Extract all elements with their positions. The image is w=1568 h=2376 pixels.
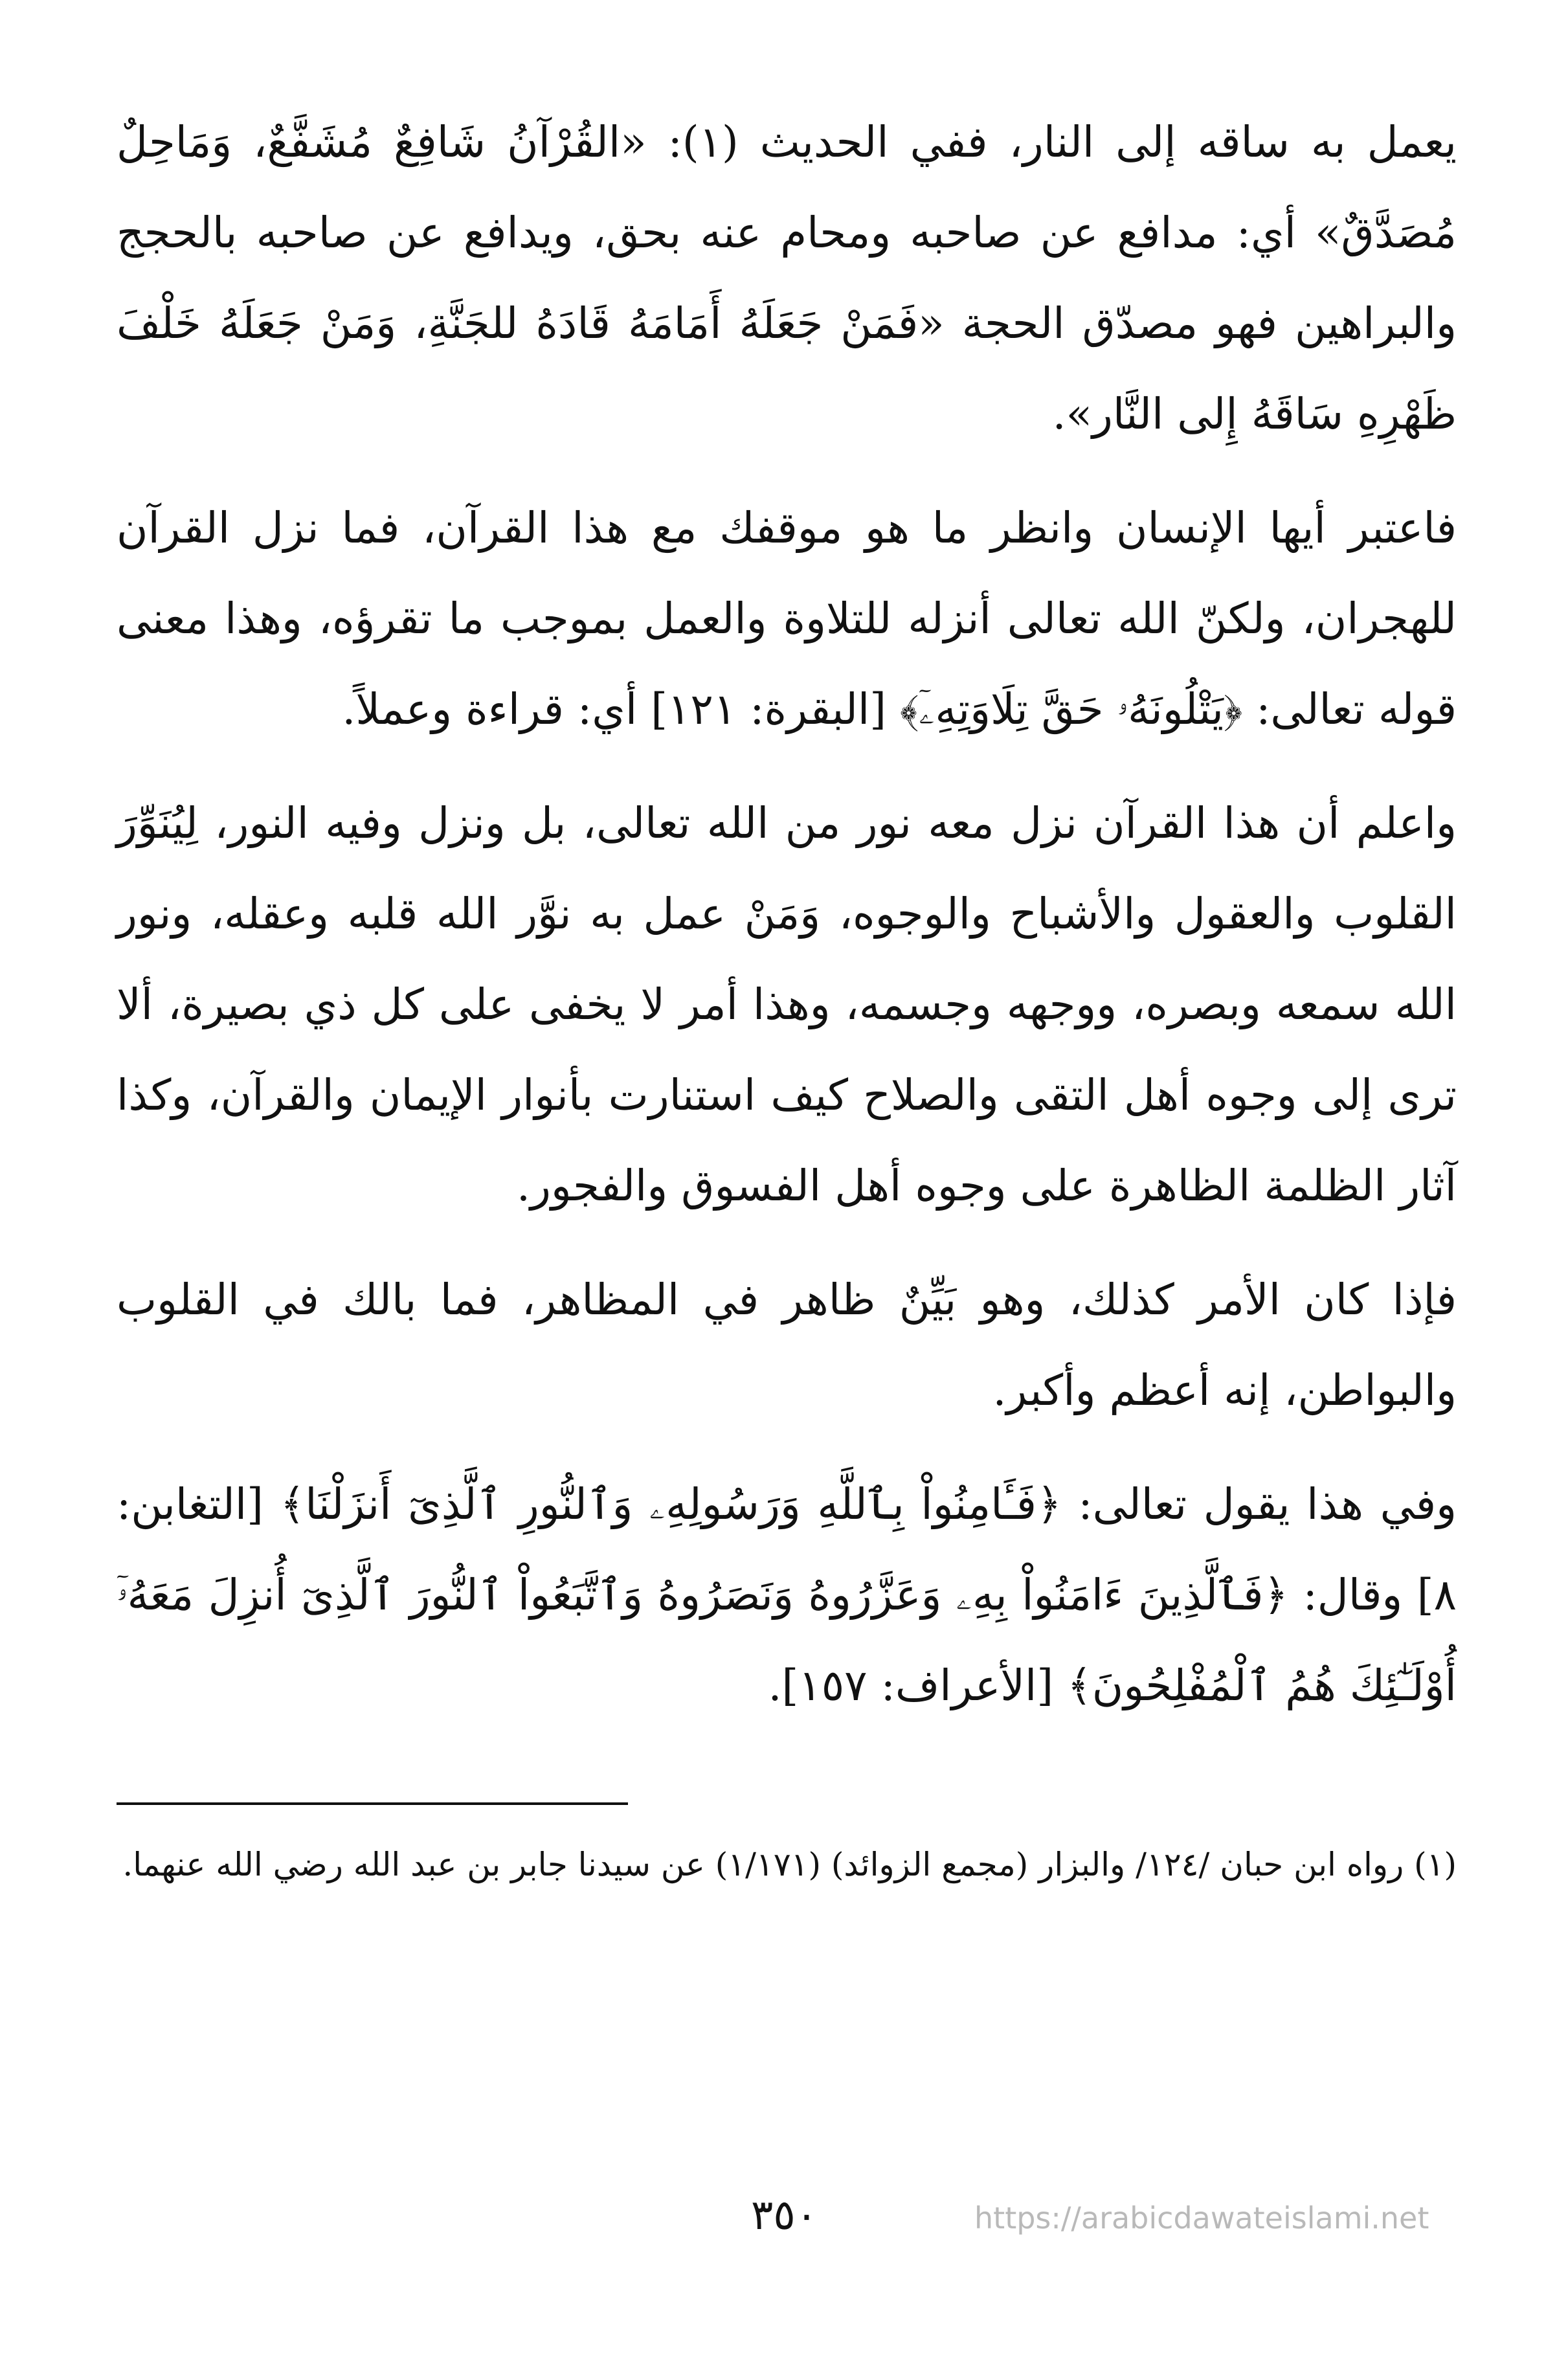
paragraph-5: وفي هذا يقول تعالى: ﴿فَـَٔامِنُواْ بِٱللَّهِ وَرَسُولِهِۦ وَٱلنُّورِ ٱلَّذِىٓ أَنزَلْنَا﴾ [التغابن: ٨] وقال: ﴿فَٱلَّذِينَ ءَامَنُواْ بِهِۦ وَعَزَّرُوهُ وَنَصَرُوهُ وَٱتَّبَعُواْ ٱلنُّورَ ٱلَّذِىٓ أُنزِلَ مَعَهُۥٓ أُوْلَـٰٓئِكَ هُمُ ٱلْمُفْلِحُونَ﴾ [الأعراف: ١٥٧].	[117, 1479, 1457, 1710]
watermark-url: https://arabicdawateislami.net	[974, 2201, 1429, 2236]
paragraph-1: يعمل به ساقه إلى النار، ففي الحديث (١): «القُرْآنُ شَافِعٌ مُشَفَّعٌ، وَمَاحِلٌ مُصَدَّقٌ» أي: مدافع عن صاحبه ومحام عنه بحق، ويدافع عن صاحبه بالحجج والبراهين فهو مصدّق الحجة «فَمَنْ جَعَلَهُ أَمَامَهُ قَادَهُ للجَنَّةِ، وَمَنْ جَعَلَهُ خَلْفَ ظَهْرِهِ سَاقَهُ إِلى النَّار».	[117, 117, 1457, 439]
paragraph-4: فإذا كان الأمر كذلك، وهو بَيِّنٌ ظاهر في المظاهر، فما بالك في القلوب والبواطن، إنه أعظم وأكبر.	[117, 1275, 1457, 1415]
footnote-divider	[117, 1802, 628, 1805]
page-content	[117, 97, 1457, 2285]
footnote: (١) رواه ابن حبان /١٢٤/ والبزار (مجمع الزوائد) (١/١٧١) عن سيدنا جابر بن عبد الله رضي الله عنهما.	[122, 1846, 1457, 1883]
page-number: ٣٥٠	[751, 2191, 818, 2239]
paragraph-3: واعلم أن هذا القرآن نزل معه نور من الله تعالى، بل ونزل وفيه النور، لِيُنَوِّرَ القلوب والعقول والأشباح والوجوه، وَمَنْ عمل به نوَّر الله قلبه وعقله، ونور الله سمعه وبصره، ووجهه وجسمه، وهذا أمر لا يخفى على كل ذي بصيرة، ألا ترى إلى وجوه أهل التقى والصلاح كيف استنارت بأنوار الإيمان والقرآن، وكذا آثار الظلمة الظاهرة على وجوه أهل الفسوق والفجور.	[117, 798, 1457, 1211]
page-footer	[0, 2191, 1568, 2263]
paragraph-2: فاعتبر أيها الإنسان وانظر ما هو موقفك مع هذا القرآن، فما نزل القرآن للهجران، ولكنّ الله تعالى أنزله للتلاوة والعمل بموجب ما تقرؤه، وهذا معنى قوله تعالى: ﴿يَتْلُونَهُۥ حَقَّ تِلَاوَتِهِۦٓ﴾ [البقرة: ١٢١] أي: قراءة وعملاً.	[117, 503, 1457, 734]
